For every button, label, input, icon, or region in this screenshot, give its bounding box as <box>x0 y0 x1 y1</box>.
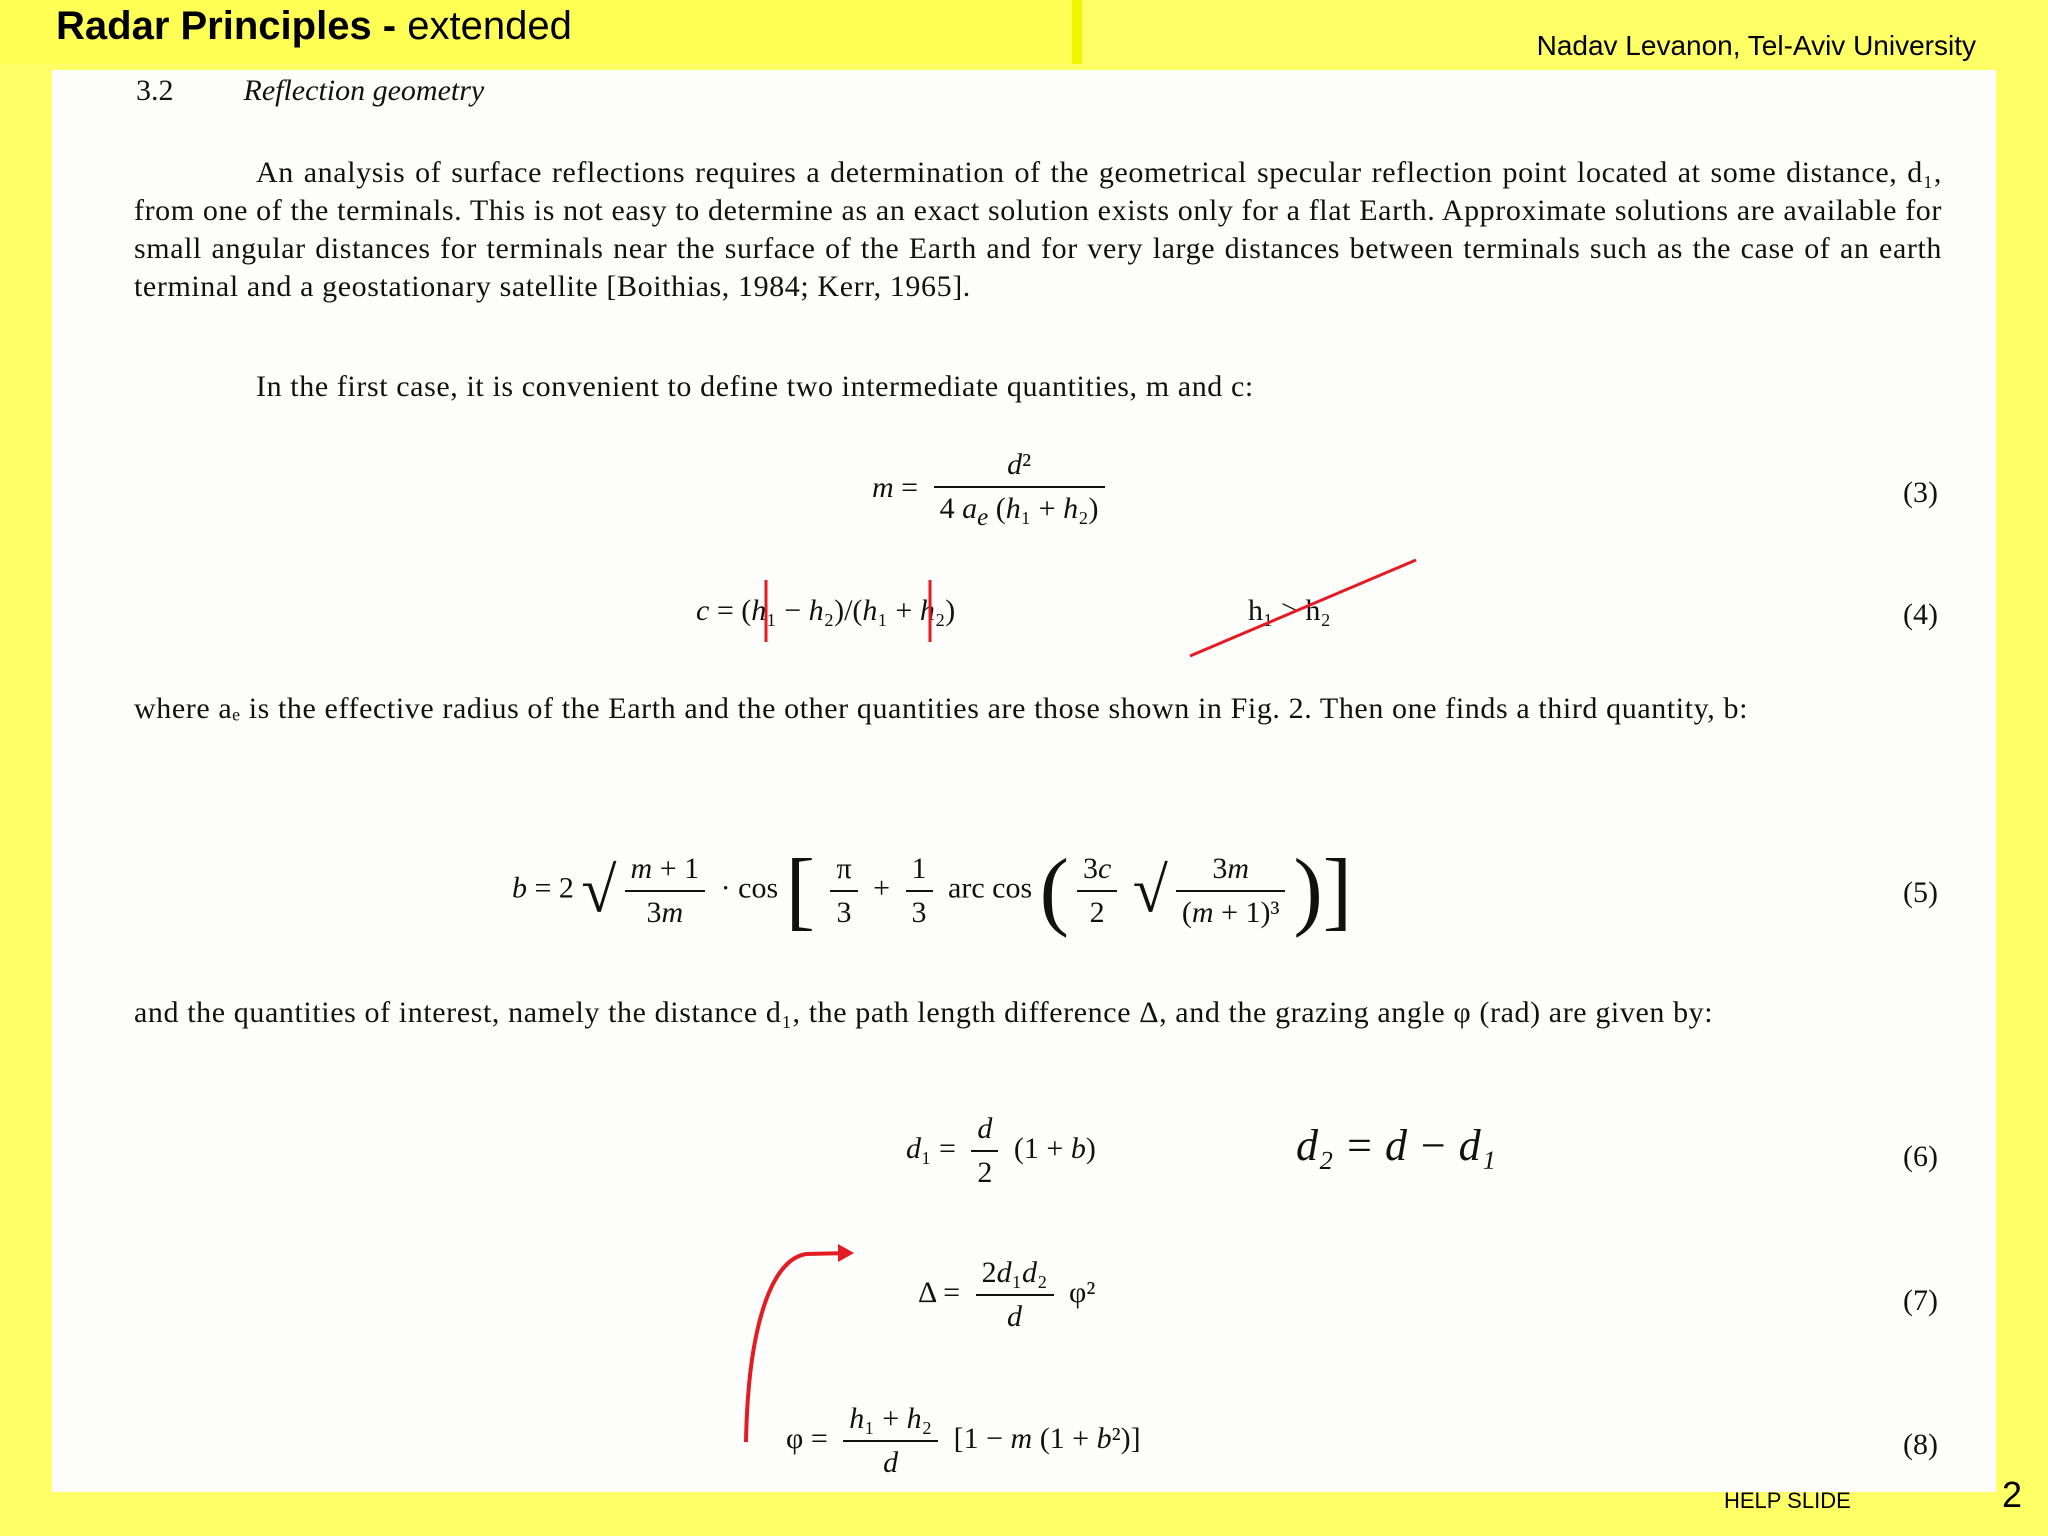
equation-3-number: (3) <box>1903 476 1938 509</box>
equation-7: Δ = $\frac{\text{2d₁d₂}}{d}$ φ² <box>918 1256 1096 1333</box>
equation-5: b = 2 √ $\frac{m + 1}{3m}$ · cos [ $\frac{\pi}{3}$ + $\frac{1}{3}$ arc cos ( $\frac{3c}{2}$ √ $\frac{3m}{\text{(m + 1)³}}$ )] <box>512 842 1353 939</box>
equation-7-number: (7) <box>1903 1284 1938 1317</box>
handwritten-d2: d₂ = d − d₁ <box>1296 1121 1496 1170</box>
paragraph-1: An analysis of surface reflections requires a determination of the geometrical specular reflection point located at some distance, d₁, from one of the terminals. This is not easy to determine as an exact solution exists only for a flat Earth. Approximate solutions are available for small angular distances for terminals near the surface of the Earth and for very large distances between terminals such as the case of an earth terminal and a geostationary satellite [Boithias, 1984; Kerr, 1965]. <box>134 156 1942 303</box>
equation-4-number: (4) <box>1903 598 1938 631</box>
equation-5-number: (5) <box>1903 876 1938 909</box>
paragraph-3: where aₑ is the effective radius of the Earth and the other quantities are those shown in Fig. 2. Then one finds a third quantity, b: <box>134 692 1749 725</box>
equation-4: c = (h₁ − h₂)/(h₁ + h₂) <box>696 594 956 627</box>
equation-6-number: (6) <box>1903 1140 1938 1173</box>
curved-arrow <box>746 1253 850 1442</box>
page-number: 2 <box>2002 1474 2023 1515</box>
author-credit: Nadav Levanon, Tel-Aviv University <box>1536 30 1976 61</box>
equation-6: d₁ = $\frac{d}{2}$ (1 + b) <box>906 1112 1096 1189</box>
annotation-condition: h₁ > h₂ <box>1248 594 1331 627</box>
equation-8: φ = $\frac{\text{h₁ + h₂}}{d}$ [1 − m (1 + b²)] <box>786 1402 1141 1479</box>
paragraph-2: In the first case, it is convenient to define two intermediate quantities, m and c: <box>256 370 1254 403</box>
arrow-head-icon <box>838 1244 854 1262</box>
paragraph-4: and the quantities of interest, namely the distance d₁, the path length difference Δ, and the grazing angle φ (rad) are given by: <box>134 996 1714 1029</box>
strike-line <box>1190 560 1416 656</box>
title-rest: extended <box>396 4 572 48</box>
equation-8-number: (8) <box>1903 1428 1938 1461</box>
section-number: 3.2 <box>136 74 174 107</box>
section-title: Reflection geometry <box>243 74 485 107</box>
help-slide-label: HELP SLIDE <box>1724 1488 1851 1513</box>
title-bold: Radar Principles - <box>56 4 397 48</box>
equation-3: m = $\frac{\text{d²}}{4 a_e (h_1 + h_2)}$ <box>872 448 1113 532</box>
